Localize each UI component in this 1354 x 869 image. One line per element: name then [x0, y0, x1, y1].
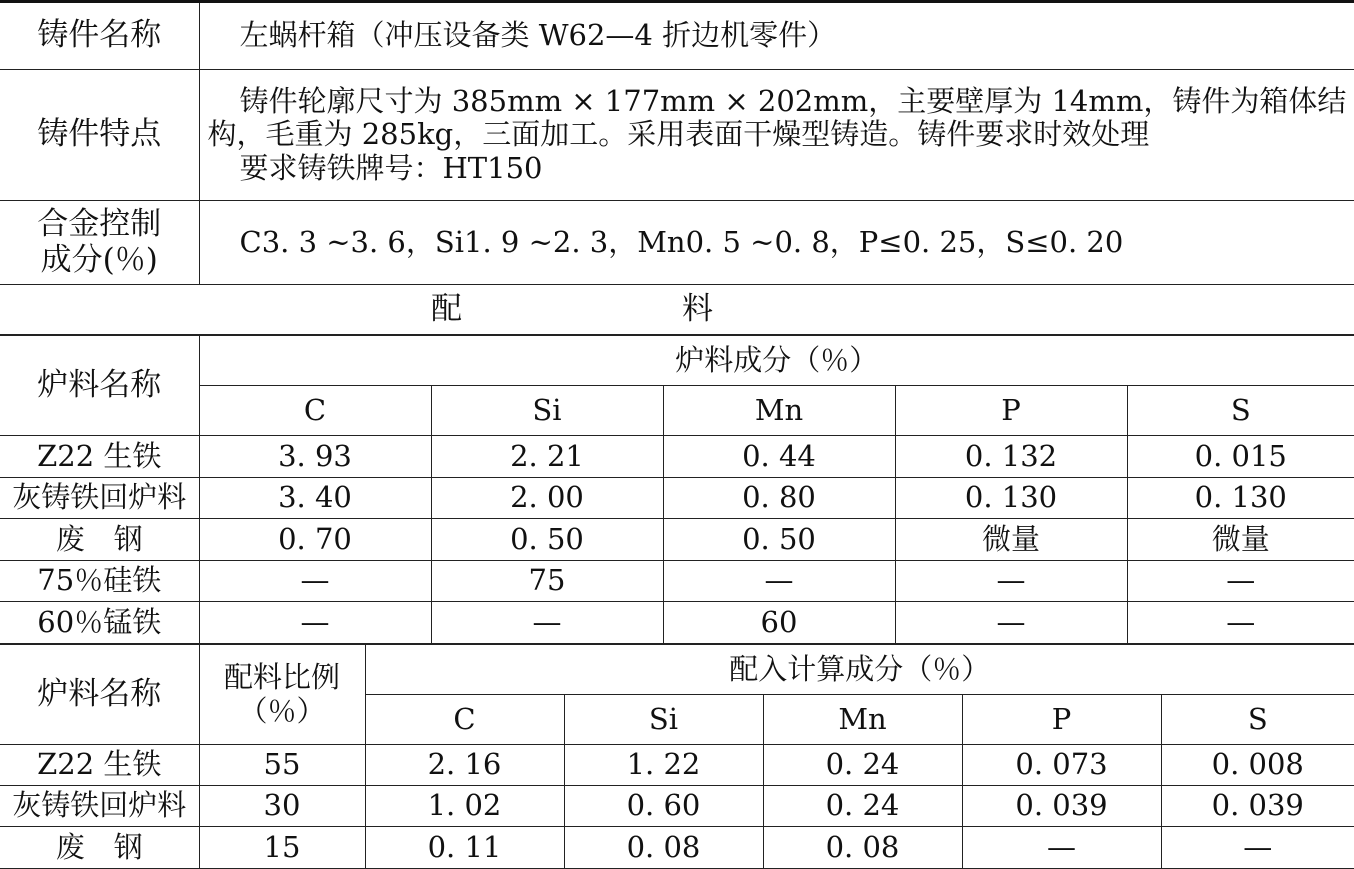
charge-col-header: P — [895, 386, 1127, 436]
cell-s: 0. 008 — [1161, 745, 1354, 786]
cell-p: 0. 132 — [895, 436, 1127, 478]
charge-name-header: 炉料名称 — [0, 336, 199, 436]
casting-name-label: 铸件名称 — [0, 2, 199, 70]
casting-info-table — [0, 0, 1354, 335]
table-row — [0, 436, 1354, 478]
cell-mn: 0. 80 — [663, 478, 895, 519]
section-title-char1: 配 — [431, 290, 462, 327]
row-name: 75％硅铁 — [0, 561, 199, 602]
calc-name-header: 炉料名称 — [0, 645, 199, 745]
casting-grade-text: 要求铸铁牌号：HT150 — [239, 150, 543, 185]
cell-s: — — [1161, 827, 1354, 869]
cell-si: 2. 21 — [431, 436, 663, 478]
cell-si: 1. 22 — [564, 745, 763, 786]
calc-col-header: S — [1161, 695, 1354, 745]
calc-ratio-header-line2: （％） — [238, 693, 326, 728]
charge-header-row — [0, 336, 1354, 386]
table-row — [0, 519, 1354, 561]
cell-ratio: 15 — [199, 827, 365, 869]
calculated-composition-table — [0, 644, 1354, 869]
cell-c: — — [199, 602, 431, 644]
alloy-control-value: C3. 3 ~3. 6，Si1. 9 ~2. 3，Mn0. 5 ~0. 8，P≤0. 25，S≤0. 20 — [199, 201, 1354, 285]
charge-col-header: Si — [431, 386, 663, 436]
cell-c: 0. 11 — [365, 827, 564, 869]
charge-composition-table — [0, 335, 1354, 644]
cell-si: 2. 00 — [431, 478, 663, 519]
row-name: 废 钢 — [0, 827, 199, 869]
cell-s: 0. 130 — [1127, 478, 1354, 519]
row-name: 废 钢 — [0, 519, 199, 561]
alloy-label-line2: 成分(％) — [40, 241, 158, 278]
calc-ratio-header — [199, 645, 365, 745]
table-row — [0, 602, 1354, 644]
row-name: 灰铸铁回炉料 — [0, 478, 199, 519]
cell-c: 3. 93 — [199, 436, 431, 478]
cell-c: 0. 70 — [199, 519, 431, 561]
cell-c: 1. 02 — [365, 786, 564, 827]
cell-c: 2. 16 — [365, 745, 564, 786]
cell-mn: 0. 44 — [663, 436, 895, 478]
alloy-label-line1: 合金控制 — [37, 205, 162, 242]
charge-col-header: Mn — [663, 386, 895, 436]
cell-si: 0. 08 — [564, 827, 763, 869]
cell-si: 0. 50 — [431, 519, 663, 561]
calc-col-header: Si — [564, 695, 763, 745]
table-row — [0, 561, 1354, 602]
charge-col-header: S — [1127, 386, 1354, 436]
cell-c: — — [199, 561, 431, 602]
section-title-char2: 料 — [682, 290, 713, 327]
cell-mn: 0. 24 — [763, 786, 962, 827]
alloy-control-label — [0, 201, 199, 285]
calc-header-row — [0, 645, 1354, 695]
row-name: 60％锰铁 — [0, 602, 199, 644]
cell-si: 0. 60 — [564, 786, 763, 827]
section-title — [0, 285, 1354, 335]
cell-c: 3. 40 — [199, 478, 431, 519]
cell-ratio: 55 — [199, 745, 365, 786]
casting-feature-row — [0, 70, 1354, 201]
calc-col-header: C — [365, 695, 564, 745]
cell-p: 0. 039 — [962, 786, 1161, 827]
calc-group-header: 配入计算成分（％） — [365, 645, 1354, 695]
alloy-control-row — [0, 201, 1354, 285]
casting-feature-cell — [199, 70, 1354, 201]
casting-name-row — [0, 2, 1354, 70]
cell-p: — — [895, 561, 1127, 602]
charge-element-header-row — [0, 386, 1354, 436]
calc-col-header: Mn — [763, 695, 962, 745]
cell-mn: — — [663, 561, 895, 602]
cell-ratio: 30 — [199, 786, 365, 827]
casting-feature-text: 铸件轮廓尺寸为 385mm × 177mm × 202mm，主要壁厚为 14mm，铸件为箱体结构，毛重为 285kg，三面加工。采用表面干燥型铸造。铸件要求时效处理 — [207, 83, 1347, 152]
cell-si: — — [431, 602, 663, 644]
row-name: Z22 生铁 — [0, 436, 199, 478]
cell-s: — — [1127, 602, 1354, 644]
table-row — [0, 478, 1354, 519]
table-row — [0, 745, 1354, 786]
casting-name-value: 左蜗杆箱（冲压设备类 W62—4 折边机零件） — [199, 2, 1354, 70]
cell-p: 0. 130 — [895, 478, 1127, 519]
table-row — [0, 786, 1354, 827]
casting-feature-label: 铸件特点 — [0, 70, 199, 201]
cell-mn: 0. 50 — [663, 519, 895, 561]
cell-mn: 60 — [663, 602, 895, 644]
cell-p: 0. 073 — [962, 745, 1161, 786]
cell-si: 75 — [431, 561, 663, 602]
calc-ratio-header-line1: 配料比例 — [223, 660, 340, 695]
cell-s: 0. 015 — [1127, 436, 1354, 478]
cell-p: — — [962, 827, 1161, 869]
row-name: 灰铸铁回炉料 — [0, 786, 199, 827]
cell-s: 0. 039 — [1161, 786, 1354, 827]
charge-group-header: 炉料成分（％） — [199, 336, 1354, 386]
cell-mn: 0. 24 — [763, 745, 962, 786]
section-title-row — [0, 285, 1354, 335]
table-row — [0, 827, 1354, 869]
cell-s: — — [1127, 561, 1354, 602]
calc-col-header: P — [962, 695, 1161, 745]
row-name: Z22 生铁 — [0, 745, 199, 786]
charge-col-header: C — [199, 386, 431, 436]
cell-s: 微量 — [1127, 519, 1354, 561]
cell-mn: 0. 08 — [763, 827, 962, 869]
cell-p: — — [895, 602, 1127, 644]
cell-p: 微量 — [895, 519, 1127, 561]
